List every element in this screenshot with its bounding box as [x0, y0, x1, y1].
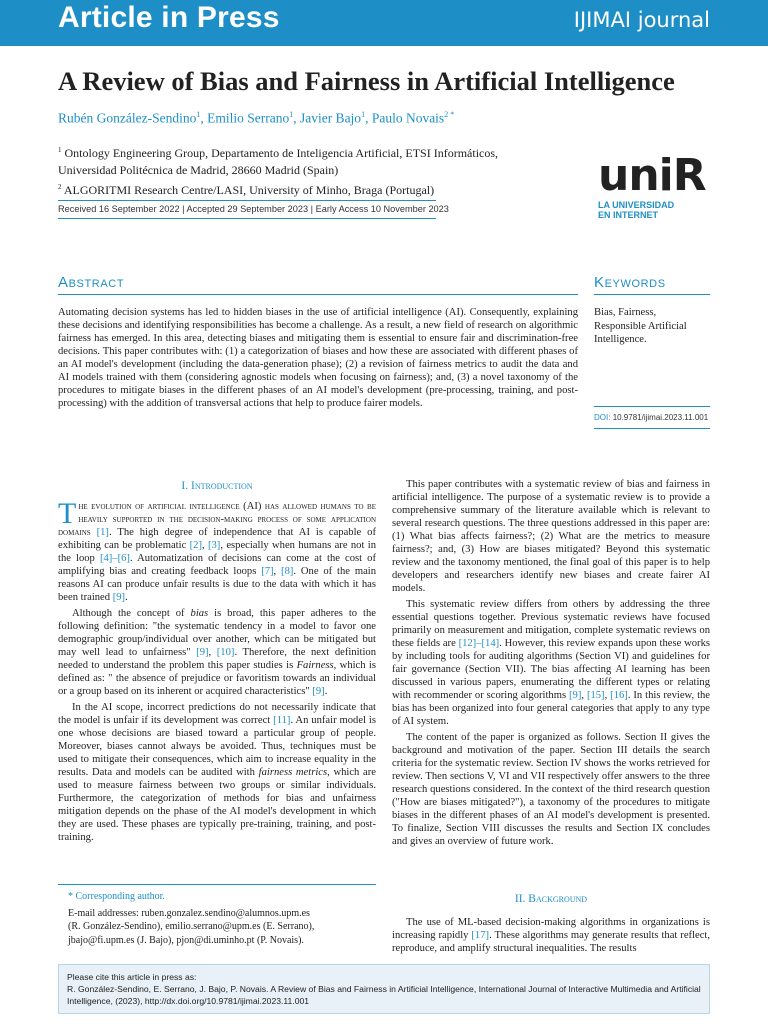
- ref-link[interactable]: [3]: [207, 540, 221, 551]
- author-2[interactable]: Emilio Serrano: [207, 110, 290, 126]
- citation-text[interactable]: R. González-Sendino, E. Serrano, J. Bajo, P. Novais. A Review of Bias and Fairness in Artificial Intelligence, International Journal of Interactive Multimedia and Artificial Intelligence, (2023), http://dx.doi.org/10.9781/ijimai.2023.11.001: [67, 984, 701, 1006]
- ref-link[interactable]: [9]: [112, 592, 126, 603]
- intro-paragraph-3: In the AI scope, incorrect predictions do not necessarily indicate that the model is unfair if its development was correct [11]. An unfair model is one whose decisions are biased toward a particular group of people. Moreover, biases cannot always be avoided. Thus, techniques must be used to mitigate their consequences, which aim to increase equality in the results. Data and models can be audited with fairness metrics, which are used to measure fairness between two groups or similar individuals. Furthermore, the categorization of methods for bias and unfairness mitigation depends on the phase of the AI model's development in which they are used. These phases are typically pre-training, training, and post-training.: [58, 702, 376, 843]
- author-2-sup: 1: [289, 110, 294, 119]
- intro-heading: I. Introduction: [181, 480, 253, 492]
- paper-title: A Review of Bias and Fairness in Artificial Intelligence: [58, 66, 675, 96]
- doi-link[interactable]: 10.9781/ijimai.2023.11.001: [612, 413, 709, 422]
- keywords-divider: [594, 294, 710, 295]
- keywords-text: Bias, Fairness, Responsible Artificial Intelligence.: [594, 307, 687, 345]
- doi: [594, 413, 708, 422]
- abstract-heading: Abstract: [58, 274, 125, 291]
- affiliation-1: $^1$ Ontology Engineering Group, Departamento de Inteligencia Artificial, ETSI Informáticos,: [58, 146, 499, 160]
- ref-link[interactable]: [11]: [273, 715, 291, 726]
- unir-logo: [598, 150, 710, 220]
- unir-logo-line2: EN INTERNET: [598, 210, 659, 220]
- affiliation-1-line2: Universidad Politécnica de Madrid, 28660 Madrid (Spain): [58, 163, 339, 177]
- background-heading: II. Background: [514, 893, 588, 905]
- col2-paragraph-1: This paper contributes with a systematic review of bias and fairness in artificial intelligence. The purpose of a systematic review is to provide a comprehensive summary of the literature available which is relevant to several research questions. The three questions addressed in this paper are: (1) What bias affects fairness?; (2) What are the metrics to measure fairness?; and, (3) How are biases mitigated? Beyond this systematic review and the taxonomy mentioned, the final goal of this paper is to help developers and researchers identify new biases and create fairer AI models.: [392, 479, 710, 594]
- unir-logo-mark: uniR: [598, 150, 706, 201]
- ref-link[interactable]: [4]–[6]: [99, 553, 130, 564]
- ref-link[interactable]: [17]: [471, 930, 490, 941]
- publication-dates: Received 16 September 2022 | Accepted 29 September 2023 | Early Access 10 November 2023: [58, 204, 449, 214]
- header-banner: [0, 0, 768, 46]
- ref-link[interactable]: [15]: [586, 690, 605, 701]
- intro-column: [58, 497, 377, 847]
- doi-divider-bottom: [594, 428, 710, 429]
- ref-link[interactable]: [7]: [261, 566, 274, 577]
- intro-paragraph-2: Although the concept of bias is broad, this paper adheres to the following definition: "the systematic tendency in a model to favor one demographic group/individual over another, which can be mitigated but may well lead to unfairness" [9], [10]. Therefore, the next definition needed to understand the problem this paper studies is Fairness, which is defined as: " the absence of prejudice or favoritism towards an individual or a group based on its inherent or acquired characteristics" [9].: [58, 608, 377, 697]
- ref-link[interactable]: [8]: [281, 566, 294, 577]
- right-column: [392, 478, 710, 851]
- email-line-1[interactable]: E-mail addresses: ruben.gonzalez.sendino@alumnos.upm.es: [68, 907, 310, 919]
- author-4-sup: 2 *: [444, 110, 455, 119]
- abstract-divider: [58, 294, 578, 295]
- dropcap: T: [58, 497, 77, 530]
- abstract-text: Automating decision systems has led to hidden biases in the use of artificial intelligence (AI). Consequently, explaining these decisions and identifying responsibilities has become a challenge. As a result, a new field of research on algorithmic fairness has emerged. In this area, detecting biases and mitigating them is essential to ensure fair and discrimination-free decisions. This paper contributes with: (1) a categorization of biases and how these are associated with different phases of an AI model's development (including the data-generation phase); (2) a revision of fairness metrics to audit the data and AI models trained with them (considering agnostic models when focusing on fairness); and, (3) a novel taxonomy of the procedures to mitigate biases in the different phases of an AI model's development (pre-processing, training, and post-processing) with the addition of transversal actions that help to produce fairer models.: [58, 307, 578, 409]
- author-1[interactable]: Rubén González-Sendino: [58, 110, 197, 126]
- corresponding-author-label: * Corresponding author.: [68, 891, 165, 902]
- ref-link[interactable]: [9]: [312, 686, 325, 697]
- intro-paragraph-1: The evolution of artificial intelligence (AI) has allowed humans to be heavily supported in the decision-making process of some application domains [1]. The high degree of independence that AI is capable of exhibiting can be problematic [2], [3], especially when humans are not in the loop [4]–[6]. Automatization of decisions can come at the cost of amplifying bias and creating feedback loops [7], [8]. One of the main reasons AI can produce unfair results is due to the data with which it has been trained [9].: [58, 497, 377, 603]
- email-line-3[interactable]: jbajo@fi.upm.es (J. Bajo), pjon@di.uminho.pt (P. Novais).: [68, 934, 304, 946]
- article-in-press-label: Article in Press: [58, 1, 280, 34]
- author-1-sup: 1: [196, 110, 201, 119]
- ref-link[interactable]: [2]: [189, 540, 202, 551]
- citation-label: Please cite this article in press as:: [67, 972, 197, 982]
- footnote-divider: [58, 884, 376, 885]
- dates-divider-top: [58, 200, 436, 201]
- ref-link[interactable]: [10]: [216, 647, 235, 658]
- unir-logo-line1: LA UNIVERSIDAD: [598, 200, 675, 210]
- author-4[interactable]: Paulo Novais: [371, 110, 445, 126]
- author-3-sup: 1: [361, 110, 366, 119]
- keywords-heading: Keywords: [594, 274, 666, 291]
- background-paragraph-1: The use of ML-based decision-making algorithms in organizations is increasing rapidly [17]. These algorithms may generate results that reflect, reproduce, and amplify structural inequalities. The results: [392, 917, 710, 954]
- journal-name: IJIMAI journal: [573, 8, 710, 32]
- citation-box: [58, 964, 710, 1014]
- col2-paragraph-2: This systematic review differs from others by addressing the three essential questions together. Previous systematic reviews have focused primarily on measurement and mitigation, complete systematic reviews on these fields are [12]–[14]. However, this review expands upon these works by including tools for auditing algorithms (Section VI) and guidelines for fair governance (Section VII). The bias affecting AI learning has been discussed in various papers, enumerating the different types or relating with recommender or scoring algorithms [9], [15], [16]. In this review, the bias has been organized into four general categories that apply to any type of AI system.: [392, 599, 711, 727]
- doi-divider-top: [594, 406, 710, 407]
- affiliations: [58, 142, 558, 199]
- ref-link[interactable]: [16]: [610, 690, 628, 701]
- ref-link[interactable]: [9]: [569, 690, 582, 701]
- ref-link[interactable]: [1]: [96, 527, 109, 538]
- author-list: Rubén González-Sendino$^1$, Emilio Serrano$^1$, Javier Bajo$^1$, Paulo Novais$^{2 *}$: [58, 110, 455, 126]
- email-line-2[interactable]: (R. González-Sendino), emilio.serrano@upm.es (E. Serrano),: [68, 921, 315, 932]
- doi-label: DOI:: [594, 413, 611, 422]
- affiliation-2: $^2$ ALGORITMI Research Centre/LASI, University of Minho, Braga (Portugal): [58, 183, 435, 197]
- ref-link[interactable]: [9]: [196, 647, 209, 658]
- dates-divider-bottom: [58, 218, 436, 219]
- author-3[interactable]: Javier Bajo: [299, 110, 362, 126]
- col2-paragraph-3: The content of the paper is organized as follows. Section II gives the background and motivation of the paper. Section III details the search criteria for the systematic review. Section IV shows the works retrieved for review. Then sections V, VI and VII respectively offer answers to the three research questions considered. In the context of the third research question ("How are biases mitigated?"), a taxonomy of the procedures to mitigate biases in the different phases of an AI model's development is presented. To finalize, Section VIII discusses the results and Section IX concludes and gives an overview of future work.: [392, 732, 711, 847]
- corresponding-author-note: [58, 890, 376, 947]
- ref-link[interactable]: [12]–[14]: [458, 638, 500, 649]
